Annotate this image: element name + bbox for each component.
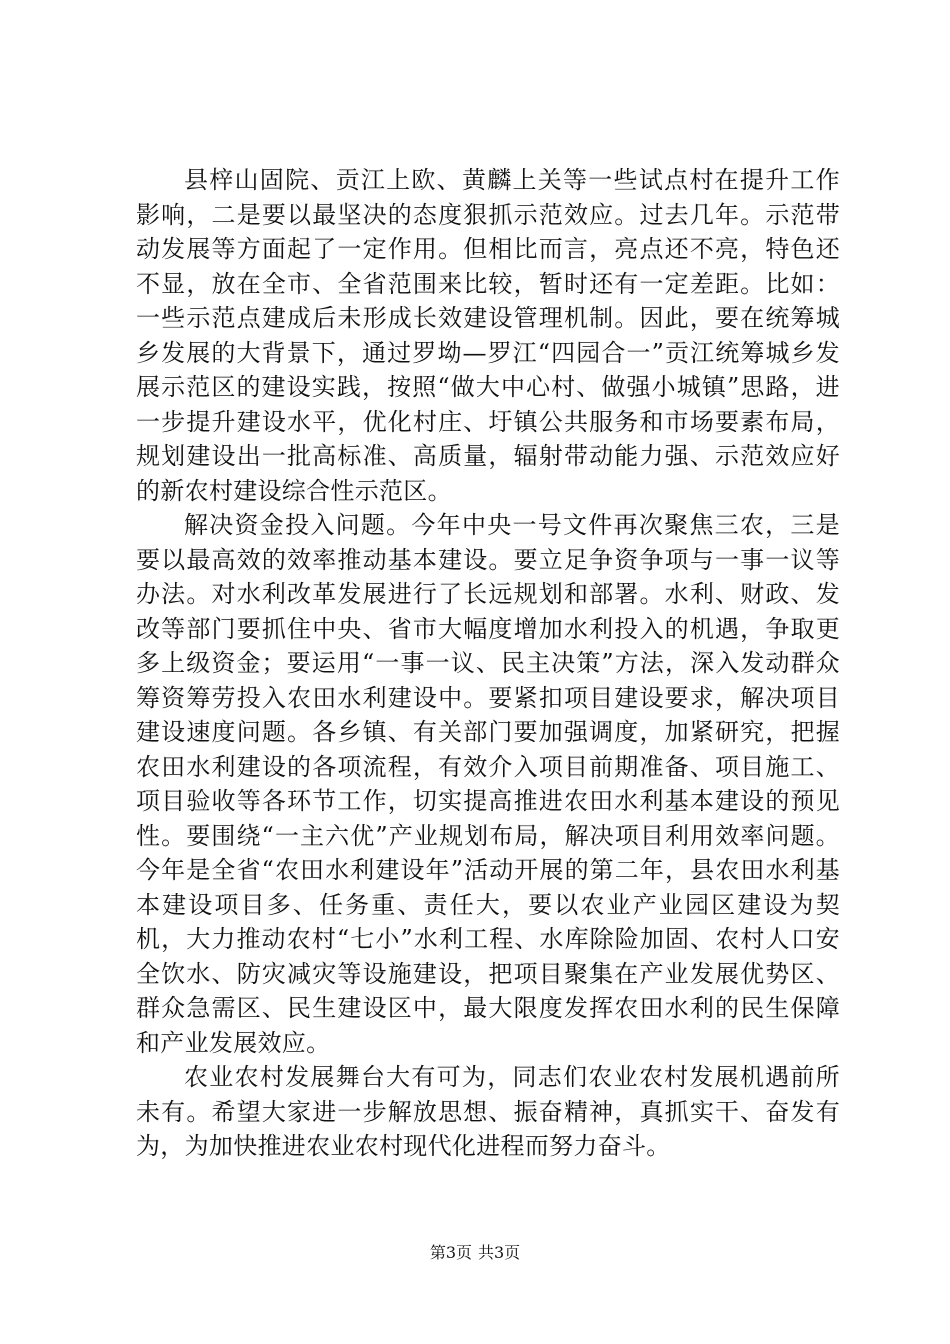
- page-number-current: 第3页: [429, 1243, 472, 1262]
- paragraph-3: 农业农村发展舞台大有可为，同志们农业农村发展机遇前所未有。希望大家进一步解放思想、振奋精神，真抓实干、奋发有为，为加快推进农业农村现代化进程而努力奋斗。: [136, 1063, 840, 1160]
- paragraph-2: 解决资金投入问题。今年中央一号文件再次聚焦三农，三是要以最高效的效率推动基本建设。要立足争资争项与一事一议等办法。对水利改革发展进行了长远规划和部署。水利、财政、发改等部门要抓住中央、省市大幅度增加水利投入的机遇，争取更多上级资金；要运用“一事一议、民主决策”方法，深入发动群众筹资筹劳投入农田水利建设中。要紧扣项目建设要求，解决项目建设速度问题。各乡镇、有关部门要加强调度，加紧研究，把握农田水利建设的各项流程，有效介入项目前期准备、项目施工、项目验收等各环节工作，切实提高推进农田水利基本建设的预见性。要围绕“一主六优”产业规划布局，解决项目利用效率问题。今年是全省“农田水利建设年”活动开展的第二年，县农田水利基本建设项目多、任务重、责任大，要以农业产业园区建设为契机，大力推动农村“七小”水利工程、水库除险加固、农村人口安全饮水、防灾减灾等设施建设，把项目聚集在产业发展优势区、群众急需区、民生建设区中，最大限度发挥农田水利的民生保障和产业发展效应。: [136, 511, 840, 1057]
- page-footer: [0, 1243, 950, 1263]
- page-number-total: 共3页: [478, 1243, 521, 1262]
- paragraph-1: 县梓山固院、贡江上欧、黄麟上关等一些试点村在提升工作影响，二是要以最坚决的态度狠抓示范效应。过去几年。示范带动发展等方面起了一定作用。但相比而言，亮点还不亮，特色还不显，放在全市、全省范围来比较，暂时还有一定差距。比如：一些示范点建成后未形成长效建设管理机制。因此，要在统筹城乡发展的大背景下，通过罗坳—罗江“四园合一”贡江统筹城乡发展示范区的建设实践，按照“做大中心村、做强小城镇”思路，进一步提升建设水平，优化村庄、圩镇公共服务和市场要素布局，规划建设出一批高标准、高质量，辐射带动能力强、示范效应好的新农村建设综合性示范区。: [136, 166, 840, 505]
- document-body: [136, 163, 840, 1164]
